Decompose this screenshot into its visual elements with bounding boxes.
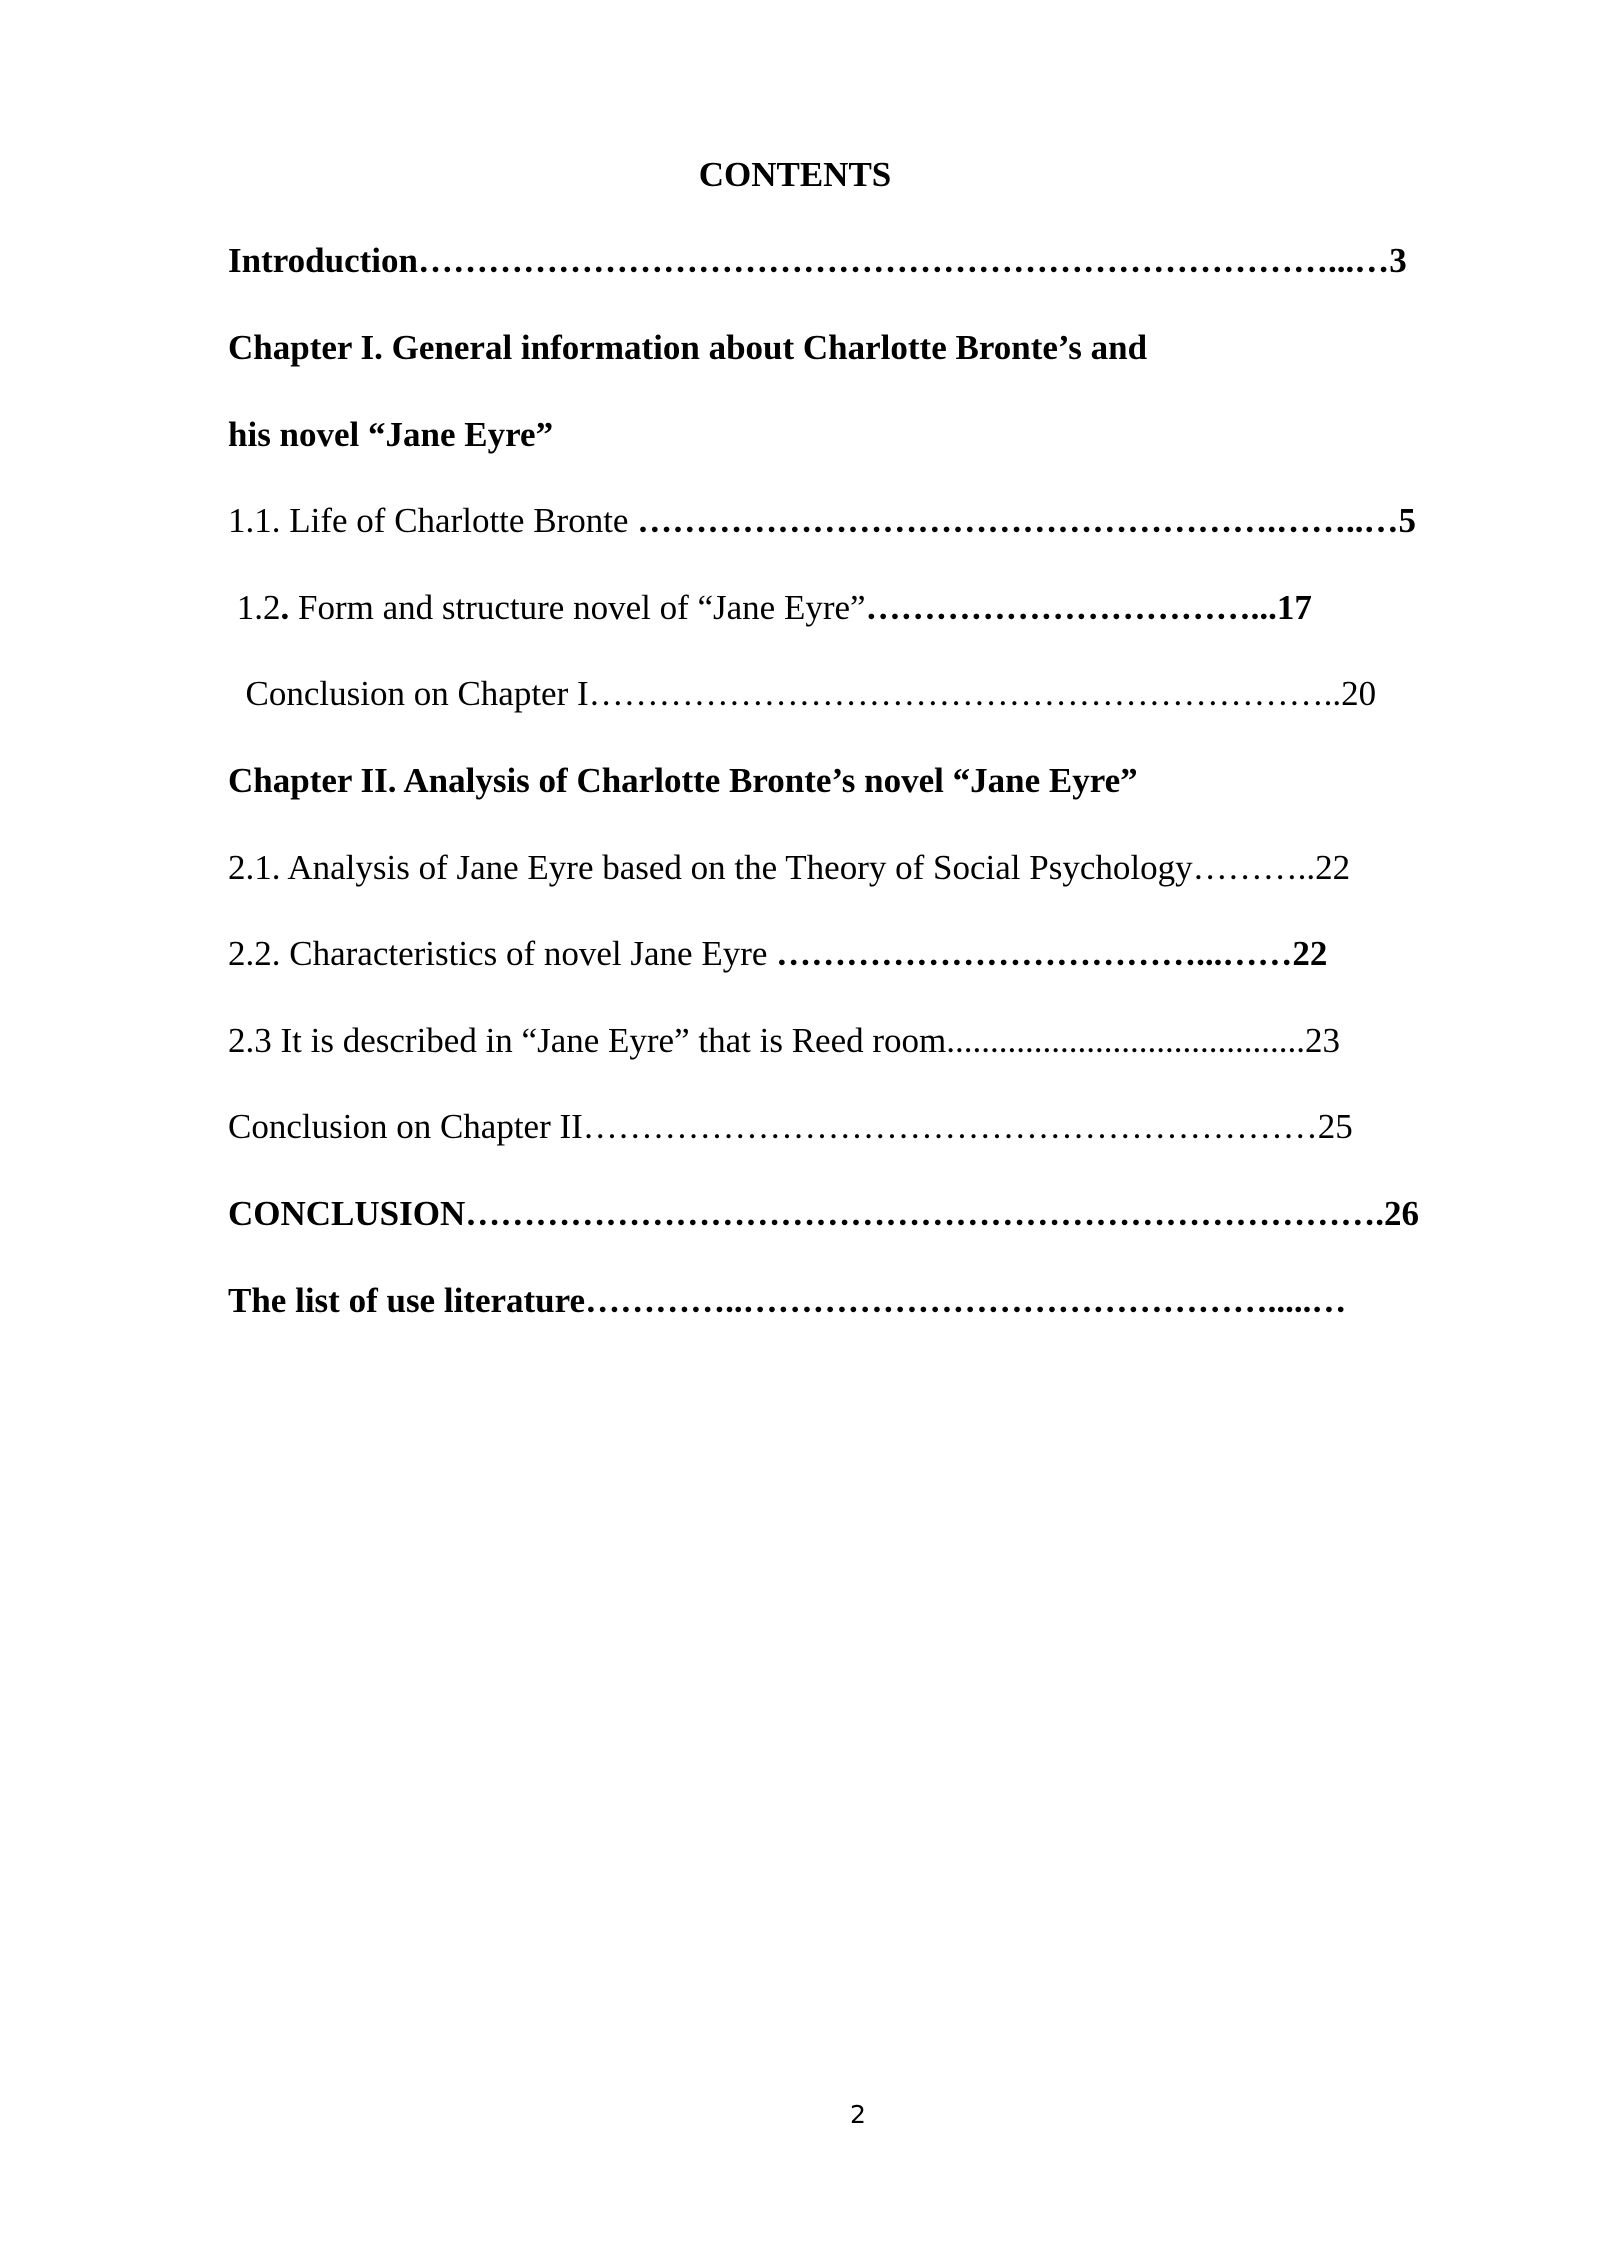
toc-entry-chapter-1-heading: Chapter I. General information about Charlotte Bronte’s and — [228, 328, 1148, 367]
toc-entry-introduction: Introduction……………………………………………………………………...…3 — [228, 241, 1407, 280]
toc-entry-1-2-number: 1.2 — [228, 588, 281, 627]
toc-entry-2-2-label: 2.2. Characteristics of novel Jane Eyre — [228, 934, 768, 973]
toc-entry-1-2-dot: . — [280, 588, 290, 627]
toc-entry-2-2 — [228, 929, 1327, 979]
toc-entry-2-2-leader: ………………………………...……22 — [767, 934, 1328, 973]
contents-title: CONTENTS — [698, 155, 892, 194]
toc-entry-conclusion-chapter-1: Conclusion on Chapter I………………………………………………………..20 — [228, 674, 1377, 713]
toc-entry-2-3: 2.3 It is described in “Jane Eyre” that is Reed room.........................................23 — [228, 1021, 1341, 1060]
toc-entry-chapter-2-heading: Chapter II. Analysis of Charlotte Bronte’s novel “Jane Eyre” — [228, 761, 1138, 800]
toc-entry-1-2-label: Form and structure novel of “Jane Eyre” — [289, 588, 866, 627]
toc-entry-2-1: 2.1. Analysis of Jane Eyre based on the Theory of Social Psychology………..22 — [228, 848, 1351, 887]
page-number: 2 — [850, 2100, 866, 2129]
toc-entry-literature: The list of use literature…………..……………………………………….....… — [228, 1281, 1347, 1320]
toc-entry-1-2 — [228, 583, 1312, 633]
toc-entry-conclusion: CONCLUSION…………………………………………………………………….26 — [228, 1194, 1420, 1233]
toc-entry-chapter-1-heading-continued: his novel “Jane Eyre” — [228, 415, 554, 454]
toc-entry-1-1-label: 1.1. Life of Charlotte Bronte — [228, 501, 629, 540]
toc-entry-1-1-leader: ……………………………………………….……..…5 — [628, 501, 1416, 540]
toc-entry-conclusion-chapter-2: Conclusion on Chapter II………………………………………………………25 — [228, 1107, 1353, 1146]
toc-entry-1-2-leader: ……………………………...17 — [865, 588, 1312, 627]
toc-entry-1-1 — [228, 496, 1416, 546]
